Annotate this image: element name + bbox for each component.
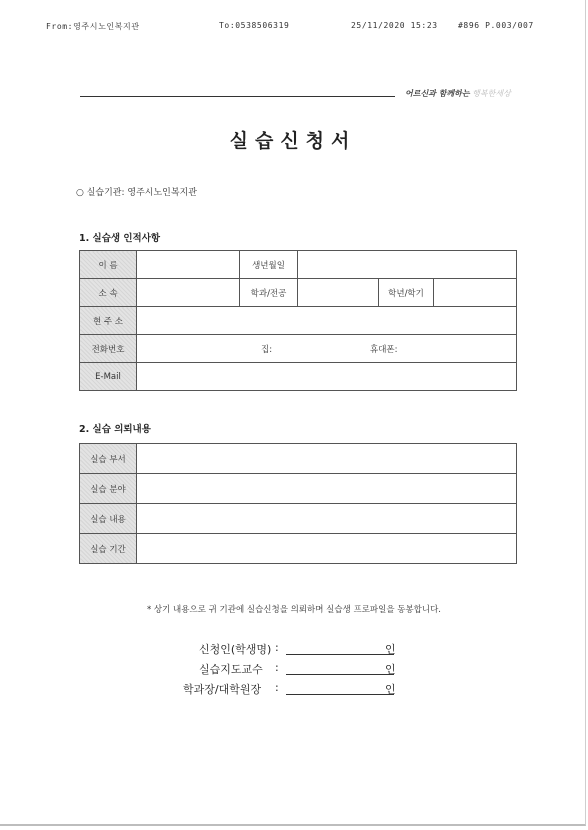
major-field[interactable]: [298, 279, 379, 307]
request-label: 실습 분야: [80, 474, 137, 504]
request-field[interactable]: [137, 474, 517, 504]
phone-field[interactable]: [137, 335, 517, 363]
name-field[interactable]: [137, 251, 240, 279]
affiliation-label: 소 속: [80, 279, 137, 307]
signature-colon: :: [275, 641, 279, 654]
personal-info-table: [79, 250, 517, 391]
address-field[interactable]: [137, 307, 517, 335]
fax-to: To:0538506319: [219, 21, 290, 30]
seal-mark: 인: [385, 663, 396, 676]
declaration-note: * 상기 내용으로 귀 기관에 실습신청을 의뢰하며 실습생 프로파일을 동봉합니다.: [146, 605, 442, 615]
grade-label: 학년/학기: [379, 279, 434, 307]
signature-colon: :: [275, 661, 279, 674]
seal-mark: 인: [385, 643, 396, 656]
email-label: E-Mail: [80, 363, 137, 391]
address-label: 현 주 소: [80, 307, 137, 335]
section1-heading: 1. 실습생 인적사항: [79, 233, 161, 244]
header-rule: [80, 96, 395, 97]
seal-mark: 인: [385, 683, 396, 696]
home-phone-label: 집:: [261, 345, 273, 355]
fax-from: From:영주시노인복지관: [46, 22, 140, 31]
slogan-main: 어르신과 함께하는: [405, 88, 470, 98]
section2-heading: 2. 실습 의뢰내용: [79, 424, 151, 435]
birth-field[interactable]: [298, 251, 517, 279]
birth-label: 생년월일: [240, 251, 298, 279]
name-label: 이 름: [80, 251, 137, 279]
request-label: 실습 부서: [80, 444, 137, 474]
institution-line: ○ 실습기관: 영주시노인복지관: [76, 188, 197, 198]
page-title: 실습신청서: [229, 130, 357, 152]
slogan-logo: [405, 88, 511, 99]
mobile-phone-label: 휴대폰:: [370, 345, 398, 355]
request-field[interactable]: [137, 504, 517, 534]
affiliation-field[interactable]: [137, 279, 240, 307]
signature-line[interactable]: [286, 654, 394, 655]
signature-label: 실습지도교수: [199, 663, 263, 676]
signature-colon: :: [275, 681, 279, 694]
signature-label: 학과장/대학원장: [183, 683, 262, 696]
request-table: [79, 443, 517, 564]
fax-datetime: 25/11/2020 15:23: [351, 21, 438, 30]
request-label: 실습 기간: [80, 534, 137, 564]
fax-page: #896 P.003/007: [458, 21, 534, 30]
signature-line[interactable]: [286, 674, 394, 675]
phone-label: 전화번호: [80, 335, 137, 363]
email-field[interactable]: [137, 363, 517, 391]
grade-field[interactable]: [434, 279, 517, 307]
slogan-faded: 행복한세상: [472, 89, 511, 98]
request-label: 실습 내용: [80, 504, 137, 534]
request-field[interactable]: [137, 444, 517, 474]
major-label: 학과/전공: [240, 279, 298, 307]
signature-label: 신청인(학생명): [199, 643, 272, 656]
request-field[interactable]: [137, 534, 517, 564]
signature-line[interactable]: [286, 694, 394, 695]
